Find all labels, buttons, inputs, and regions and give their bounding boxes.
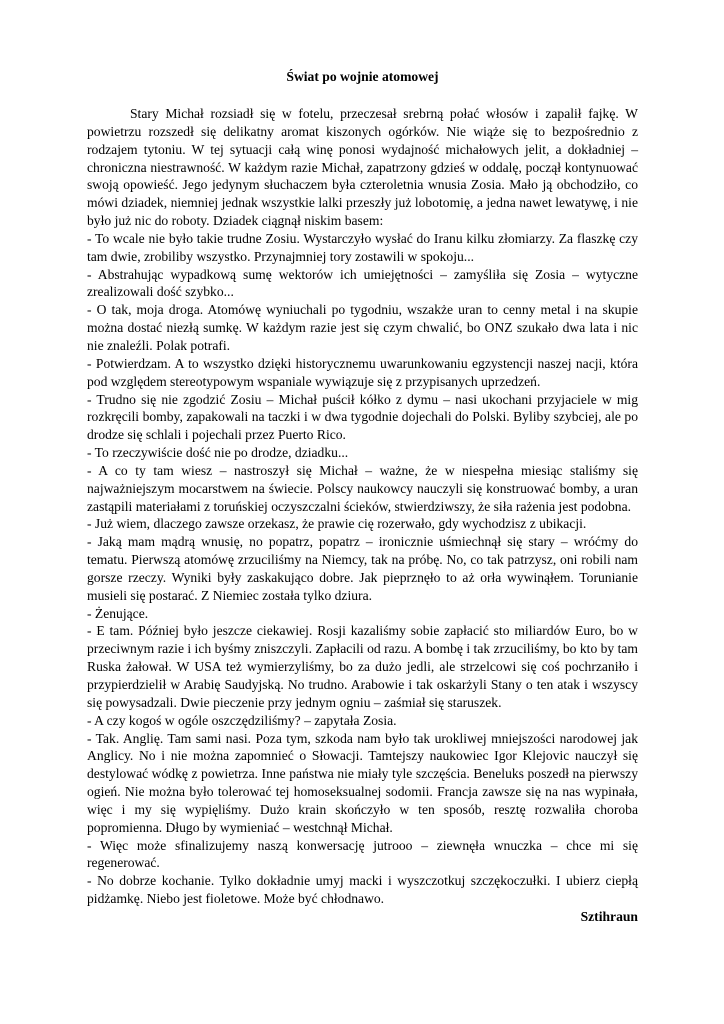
dialogue-line: - Trudno się nie zgodzić Zosiu – Michał puścił kółko z dymu – nasi ukochani przyjaciele w mig rozkręcili bomby, zapakowali na taczki i w dwa tygodnie dojechali do Polski. Byliby szybciej, ale po drodze się schlali i pojechali przez Puerto Rico. — [87, 391, 638, 443]
document-page — [87, 68, 638, 926]
dialogue-line: - Już wiem, dlaczego zawsze orzekasz, że prawie cię rozerwało, gdy wychodzisz z ubikacji. — [87, 516, 587, 532]
dialogue-line: - O tak, moja droga. Atomówę wyniuchali po tygodniu, wszakże uran to cenny metal i na skupie można dostać niezłą sumkę. W każdym razie jest się czym chwalić, bo ONZ szukało dwa lata i nic nie znaleźli. Polak potrafi. — [87, 302, 638, 353]
document-title: Świat po wojnie atomowej — [286, 69, 439, 84]
dialogue-line: - No dobrze kochanie. Tylko dokładnie umyj macki i wyszczotkuj szczękoczułki. I ubierz ciepłą pidżamkę. Niebo jest fioletowe. Może być chłodnawo. — [87, 873, 638, 907]
paragraph-intro: Stary Michał rozsiadł się w fotelu, przeczesał srebrną połać włosów i zapalił fajkę. W powietrzu rozszedł się delikatny aromat kiszonych ogórków. Nie wiąże się to bezpośrednio z rodzajem tytoniu. W tej sytuacji całą winę ponosi wydajność michałowych jelit, a dokładniej – chroniczna niestrawność. W każdym razie Michał, zapatrzony gdzieś w oddalę, począł kontynuować swoją opowieść. Jego jedynym słuchaczem była czteroletnia wnusia Zosia. Mało ją obchodziło, co mówi dziadek, niemniej jednak wszystkie lalki przeszły już lobotomię, a jedna nawet lewatywę, i nie było już nic do roboty. Dziadek ciągnął niskim basem: — [87, 106, 638, 229]
dialogue-line: - Jaką mam mądrą wnusię, no popatrz, popatrz – ironicznie uśmiechnął się stary – wróćmy do tematu. Pierwszą atomówę zrzuciliśmy na Niemcy, tak na próbę. No, co tak patrzysz, oni robili nam gorsze rzeczy. Wyniki były zaskakująco dobre. Jak pieprznęło to aż orła wywinąłem. Torunianie musieli się postarać. Z Niemiec została tylko dziura. — [87, 534, 638, 603]
dialogue-line: - Abstrahując wypadkową sumę wektorów ich umiejętności – zamyśliła się Zosia – wytyczne zrealizowali dość szybko... — [87, 266, 638, 300]
dialogue-line: - E tam. Później było jeszcze ciekawiej. Rosji kazaliśmy sobie zapłacić sto miliardów Euro, bo w przeciwnym razie i ich byśmy zniszczyli. Zapłacili od razu. A bombę i tak zrzuciliśmy, bo kto by tam Ruska żałował. W USA też wymierzyliśmy, bo za dużo jedli, ale strzelcowi się coś pochrzaniło i przypierdzielił w Arabię Saudyjską. No trudno. Arabowie i tak oskarżyli Stany o ten atak i wszyscy się powysadzali. Dwie pieczenie przy jednym ogniu – zaśmiał się staruszek. — [87, 623, 639, 710]
dialogue-line: - A czy kogoś w ogóle oszczędziliśmy? – zapytała Zosia. — [87, 712, 397, 728]
dialogue-line: - To rzeczywiście dość nie po drodze, dziadku... — [87, 445, 349, 461]
dialogue-line: - Potwierdzam. A to wszystko dzięki historycznemu uwarunkowaniu egzystencji naszej nacji, która pod względem stereotypowym wspaniale wywiązuje się z przypisanych uprzedzeń. — [87, 355, 638, 389]
dialogue-line: - Więc może sfinalizujemy naszą konwersację jutrooo – ziewnęła wnuczka – chce mi się regenerować. — [87, 837, 638, 871]
dialogue-line: - To wcale nie było takie trudne Zosiu. Wystarczyło wysłać do Iranu kilku złomiarzy. Za flaszkę czy tam dwie, zrobiliby wszystko. Przynajmniej tory zostawili w spokoju... — [87, 230, 638, 264]
author-signature: Sztihraun — [580, 908, 638, 924]
dialogue-line: - Żenujące. — [87, 605, 149, 621]
dialogue-line: - Tak. Anglię. Tam sami nasi. Poza tym, szkoda nam było tak urokliwej mniejszości narodowej jak Anglicy. No i nie można zapomnieć o Słowacji. Tamtejszy naukowiec Igor Klejovic nauczył się destylować wódkę z powietrza. Inne państwa nie miały tyle szczęścia. Beneluks poszedł na pierwszy ogień. Nie można było tolerować tej homoseksualnej sodomii. Francja zawsze się na nas wypinała, więc i my się wypięliśmy. Dużo krain skończyło w ten sposób, resztę rozwaliła choroba popromienna. Długo by wymieniać – westchnął Michał. — [87, 730, 638, 835]
dialogue-line: - A co ty tam wiesz – nastroszył się Michał – ważne, że w niespełna miesiąc staliśmy się najważniejszym mocarstwem na świecie. Polscy naukowcy nauczyli się konstruować bomby, a uran zastąpili materiałami z toruńskiej oczyszczalni ścieków, stwierdziwszy, że siła rażenia jest podobna. — [87, 462, 638, 514]
